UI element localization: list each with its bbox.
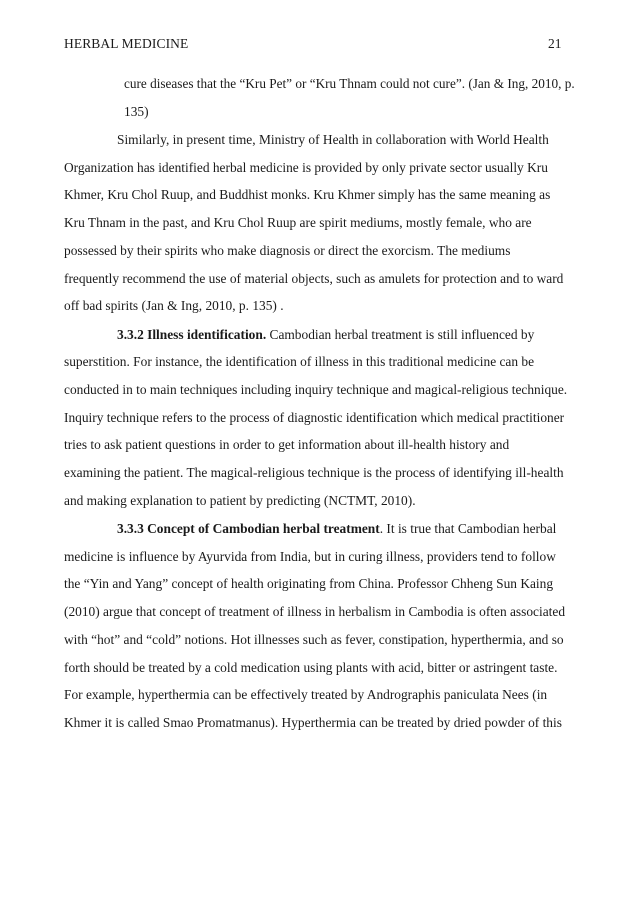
- body-line: Organization has identified herbal medicine is provided by only private sector usually Kru: [64, 160, 548, 175]
- body-line: Khmer, Kru Chol Ruup, and Buddhist monks. Kru Khmer simply has the same meaning as: [64, 187, 551, 202]
- body-line: Khmer it is called Smao Promatmanus). Hyperthermia can be treated by dried powder of this: [64, 715, 562, 730]
- body-line: and making explanation to patient by predicting (NCTMT, 2010).: [64, 493, 416, 508]
- body-line: Kru Thnam in the past, and Kru Chol Ruup are spirit mediums, mostly female, who are: [64, 215, 532, 230]
- body-line: medicine is influence by Ayurvida from India, but in curing illness, providers tend to follow: [64, 549, 556, 564]
- body-line: frequently recommend the use of material objects, such as amulets for protection and to ward: [64, 271, 564, 286]
- body-line: possessed by their spirits who make diagnosis or direct the exorcism. The mediums: [64, 243, 511, 258]
- body-line: examining the patient. The magical-religious technique is the process of identifying ill-health: [64, 465, 564, 480]
- body-line: the “Yin and Yang” concept of health originating from China. Professor Chheng Sun Kaing: [64, 576, 554, 591]
- body-line: tries to ask patient questions in order to get information about ill-health history and: [64, 437, 510, 452]
- body-text: . It is true that Cambodian herbal: [379, 521, 557, 536]
- body-line: conducted in to main techniques including inquiry technique and magical-religious technique.: [64, 382, 568, 397]
- running-head: HERBAL MEDICINE: [64, 36, 189, 51]
- section-heading: 3.3.3 Concept of Cambodian herbal treatment: [117, 521, 380, 536]
- body-line: For example, hyperthermia can be effectively treated by Andrographis paniculata Nees (in: [64, 687, 548, 702]
- section-heading-line: [117, 327, 534, 343]
- body-line: forth should be treated by a cold medication using plants with acid, bitter or astringent taste.: [64, 660, 558, 675]
- body-line: Similarly, in present time, Ministry of Health in collaboration with World Health: [117, 132, 549, 147]
- section-heading-line: [117, 521, 556, 537]
- body-line: with “hot” and “cold” notions. Hot illnesses such as fever, constipation, hyperthermia, and so: [64, 632, 564, 647]
- body-line: Inquiry technique refers to the process of diagnostic identification which medical practitioner: [64, 410, 565, 425]
- body-text: Cambodian herbal treatment is still influenced by: [266, 327, 535, 342]
- body-line: 135): [124, 104, 149, 119]
- page-number: 21: [548, 36, 562, 51]
- body-line: superstition. For instance, the identification of illness in this traditional medicine can be: [64, 354, 535, 369]
- body-line: cure diseases that the “Kru Pet” or “Kru Thnam could not cure”. (Jan & Ing, 2010, p.: [124, 76, 575, 91]
- body-line: off bad spirits (Jan & Ing, 2010, p. 135) .: [64, 298, 284, 313]
- body-line: (2010) argue that concept of treatment of illness in herbalism in Cambodia is often associated: [64, 604, 566, 619]
- section-heading: 3.3.2 Illness identification.: [117, 327, 267, 342]
